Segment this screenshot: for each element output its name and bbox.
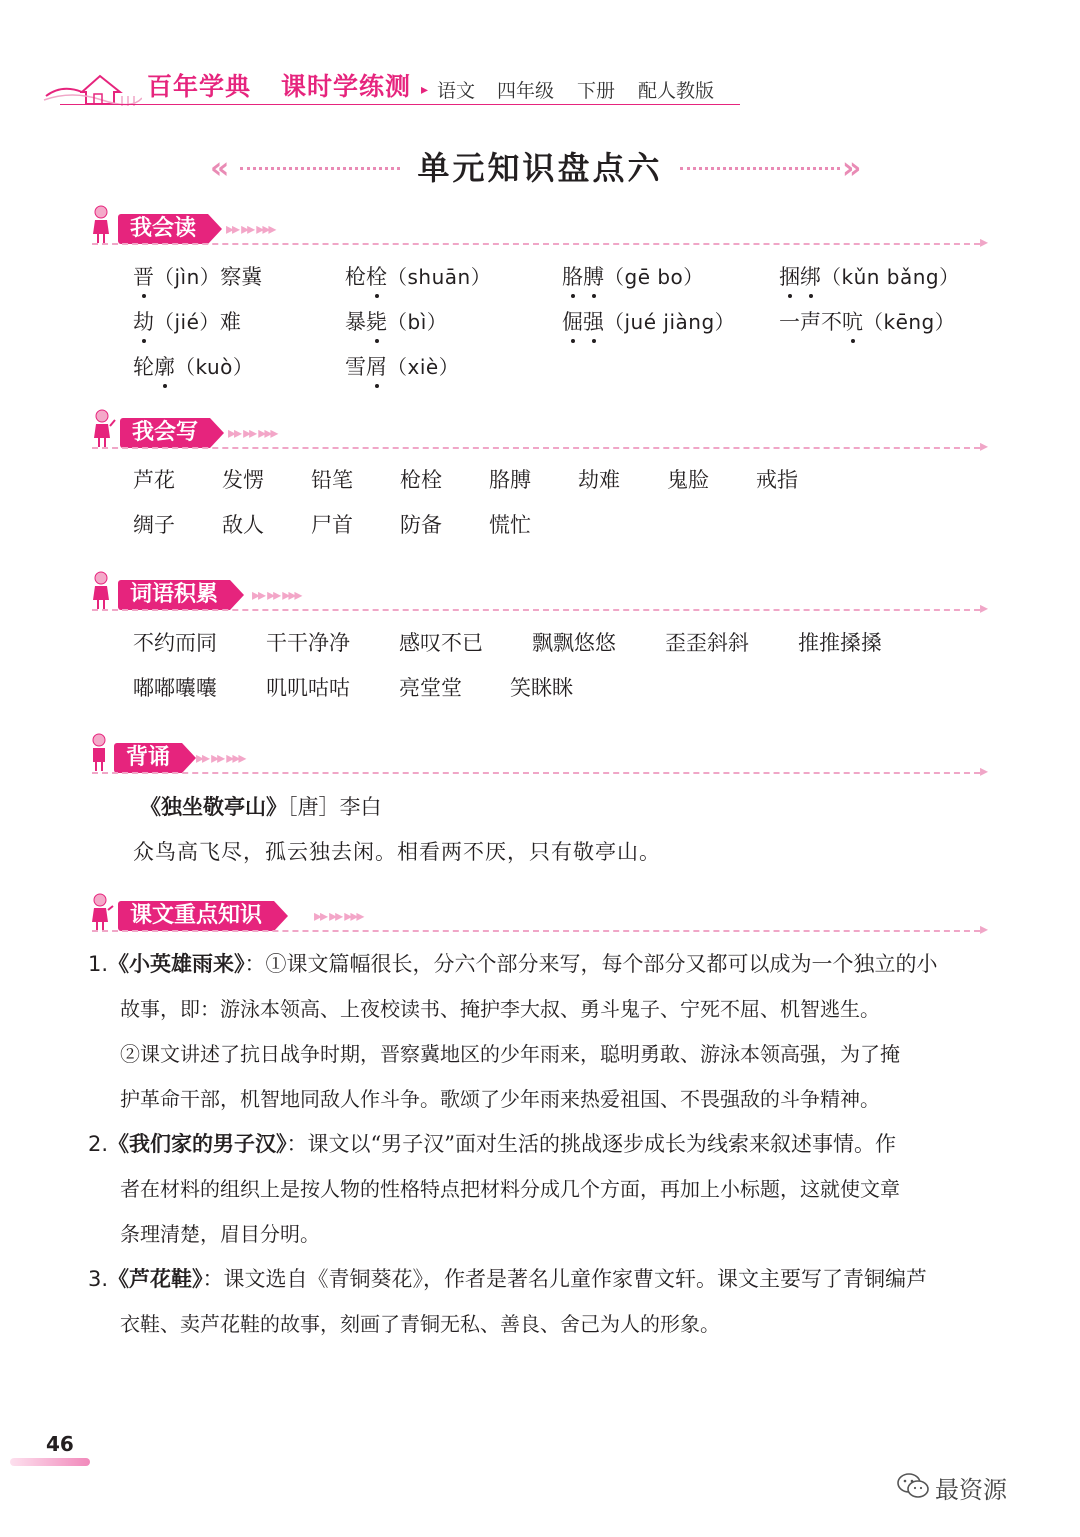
- idiom: 不约而同: [133, 631, 217, 655]
- write-word: 慌忙: [489, 513, 531, 537]
- poem-text: 众鸟高飞尽，孤云独去闲。相看两不厌，只有敬亭山。: [133, 840, 661, 864]
- read-item: 劫（jié）难: [133, 310, 241, 334]
- write-word: 铅笔: [311, 468, 353, 492]
- idiom: 亮堂堂: [399, 676, 462, 700]
- write-word: 敌人: [222, 513, 264, 537]
- title-left-chevron-icon: «: [210, 151, 230, 186]
- boy-mascot-icon: [88, 732, 110, 772]
- key-item-title: 《小英雄雨来》: [108, 952, 245, 976]
- key-item-line: 护革命干部，机智地同敌人作斗争。歌颂了少年雨来热爱祖国、不畏强敌的斗争精神。: [120, 1087, 880, 1111]
- write-word: 防备: [400, 513, 442, 537]
- idiom: 嘟嘟囔囔: [133, 676, 217, 700]
- section-key-arrows-icon: ▸▸ ▸▸ ▸▸▸: [314, 906, 363, 925]
- header-volume: 下册: [577, 80, 616, 102]
- header-subject: 语文: [437, 80, 476, 102]
- section-write-arrows-icon: ▸▸ ▸▸ ▸▸▸: [228, 423, 277, 442]
- key-item-line: ①课文篇幅很长，分六个部分来写，每个部分又都可以成为一个独立的小: [265, 952, 938, 976]
- write-word: 发愣: [222, 468, 264, 492]
- girl-mascot-icon: [90, 570, 112, 610]
- read-item: 胳膊（gē bo）: [562, 265, 704, 289]
- brand-series: 课时学练测: [281, 72, 412, 101]
- key-item-title: 《芦花鞋》: [108, 1267, 203, 1291]
- poem-title: 《独坐敬亭山》: [140, 795, 287, 819]
- key-item-1: 1.《小英雄雨来》：①课文篇幅很长，分六个部分来写，每个部分又都可以成为一个独立的小 故事，即：游泳本领高、上夜校读书、掩护李大叔、勇斗鬼子、宁死不屈、机智逃生。 ②课文讲述了抗日战争时期，晋察冀地区的少年雨来，聪明勇敢、游泳本领高强，为了掩 护革命干部，机智地同敌人作斗争。歌颂了少年雨来热爱祖国、不畏强敌的斗争精神。: [88, 942, 1008, 1122]
- key-item-number: 1.: [88, 952, 109, 976]
- section-key-title: 课文重点知识: [118, 901, 274, 931]
- section-write-title: 我会写: [120, 418, 210, 448]
- idiom: 叽叽咕咕: [266, 676, 350, 700]
- section-recite-line-arrow-icon: ▸: [980, 761, 989, 780]
- key-item-line: 课文以“男子汉”面对生活的挑战逐步成长为线索来叙述事情。作: [307, 1132, 897, 1156]
- idiom: 感叹不已: [399, 631, 483, 655]
- section-words-line-arrow-icon: ▸: [980, 598, 989, 617]
- read-item: 雪屑（xiè）: [345, 355, 460, 379]
- key-item-line: 故事，即：游泳本领高、上夜校读书、掩护李大叔、勇斗鬼子、宁死不屈、机智逃生。: [120, 997, 880, 1021]
- page-title: 单元知识盘点六: [417, 149, 663, 187]
- section-read-arrows-icon: ▸▸ ▸▸ ▸▸▸: [226, 219, 275, 238]
- write-word: 芦花: [133, 468, 175, 492]
- section-read-title: 我会读: [118, 214, 208, 244]
- key-item-line: 课文选自《青铜葵花》，作者是著名儿童作家曹文轩。课文主要写了青铜编芦: [223, 1267, 928, 1291]
- title-right-dots: [680, 167, 840, 170]
- section-words-title: 词语积累: [118, 580, 230, 610]
- idiom: 推推搡搡: [798, 631, 882, 655]
- section-recite-arrows-icon: ▸▸ ▸▸ ▸▸▸: [196, 748, 245, 767]
- header-edition: 配人教版: [638, 80, 715, 102]
- idiom: 歪歪斜斜: [665, 631, 749, 655]
- section-recite-title: 背诵: [114, 743, 182, 773]
- section-key-divider: [92, 930, 980, 932]
- poem-heading: [140, 793, 382, 821]
- section-words-arrows-icon: ▸▸ ▸▸ ▸▸▸: [252, 585, 301, 604]
- wechat-icon: [896, 1472, 930, 1500]
- section-recite-divider: [92, 772, 980, 774]
- girl-mascot-icon: [88, 892, 114, 932]
- page-number: 46: [46, 1432, 74, 1456]
- watermark: 最资源: [935, 1476, 1007, 1504]
- girl-mascot-icon: [90, 408, 116, 448]
- section-read-line-arrow-icon: ▸: [980, 232, 989, 251]
- section-write-line-arrow-icon: ▸: [980, 436, 989, 455]
- read-item: 晋（jìn）察冀: [133, 265, 263, 289]
- key-item-line: ②课文讲述了抗日战争时期，晋察冀地区的少年雨来，聪明勇敢、游泳本领高强，为了掩: [120, 1042, 900, 1066]
- key-item-number: 3.: [88, 1267, 109, 1291]
- read-item: 一声不吭（kēng）: [779, 310, 956, 334]
- section-key-line-arrow-icon: ▸: [980, 919, 989, 938]
- key-item-2: 2.《我们家的男子汉》：课文以“男子汉”面对生活的挑战逐步成长为线索来叙述事情。作 者在材料的组织上是按人物的性格特点把材料分成几个方面，再加上小标题，这就使文章 条理清楚，眉目分明。: [88, 1122, 1008, 1257]
- key-item-line: 衣鞋、卖芦花鞋的故事，刻画了青铜无私、善良、舍己为人的形象。: [120, 1312, 720, 1336]
- idiom: 飘飘悠悠: [532, 631, 616, 655]
- brand-name: 百年学典: [147, 72, 252, 101]
- write-word: 鬼脸: [667, 468, 709, 492]
- poem-author: ［唐］李白: [287, 795, 382, 819]
- read-item: 枪栓（shuān）: [345, 265, 492, 289]
- read-item: 暴毙（bì）: [345, 310, 448, 334]
- write-word: 绸子: [133, 513, 175, 537]
- key-item-number: 2.: [88, 1132, 109, 1156]
- write-word: 戒指: [756, 468, 798, 492]
- read-item: 轮廓（kuò）: [133, 355, 254, 379]
- title-right-chevron-icon: »: [842, 151, 862, 186]
- write-word: 尸首: [311, 513, 353, 537]
- section-read-divider: [92, 243, 980, 245]
- key-item-title: 《我们家的男子汉》: [108, 1132, 287, 1156]
- key-item-line: 条理清楚，眉目分明。: [120, 1222, 320, 1246]
- idiom: 干干净净: [266, 631, 350, 655]
- write-word: 劫难: [578, 468, 620, 492]
- header-arrow-icon: ▸: [421, 82, 429, 98]
- section-words-divider: [92, 609, 980, 611]
- key-item-3: 3.《芦花鞋》：课文选自《青铜葵花》，作者是著名儿童作家曹文轩。课文主要写了青铜编芦 衣鞋、卖芦花鞋的故事，刻画了青铜无私、善良、舍己为人的形象。: [88, 1257, 1008, 1347]
- header-divider: [60, 104, 740, 105]
- read-item: 捆绑（kǔn bǎng）: [779, 265, 960, 289]
- key-item-line: 者在材料的组织上是按人物的性格特点把材料分成几个方面，再加上小标题，这就使文章: [120, 1177, 900, 1201]
- girl-mascot-icon: [90, 204, 112, 244]
- section-write-divider: [92, 447, 980, 449]
- write-word: 胳膊: [489, 468, 531, 492]
- write-word: 枪栓: [400, 468, 442, 492]
- idiom: 笑眯眯: [510, 676, 573, 700]
- header-grade: 四年级: [497, 80, 555, 102]
- house-logo-icon: [42, 66, 142, 108]
- read-item: 倔强（jué jiàng）: [562, 310, 736, 334]
- page-number-bar: [10, 1458, 90, 1466]
